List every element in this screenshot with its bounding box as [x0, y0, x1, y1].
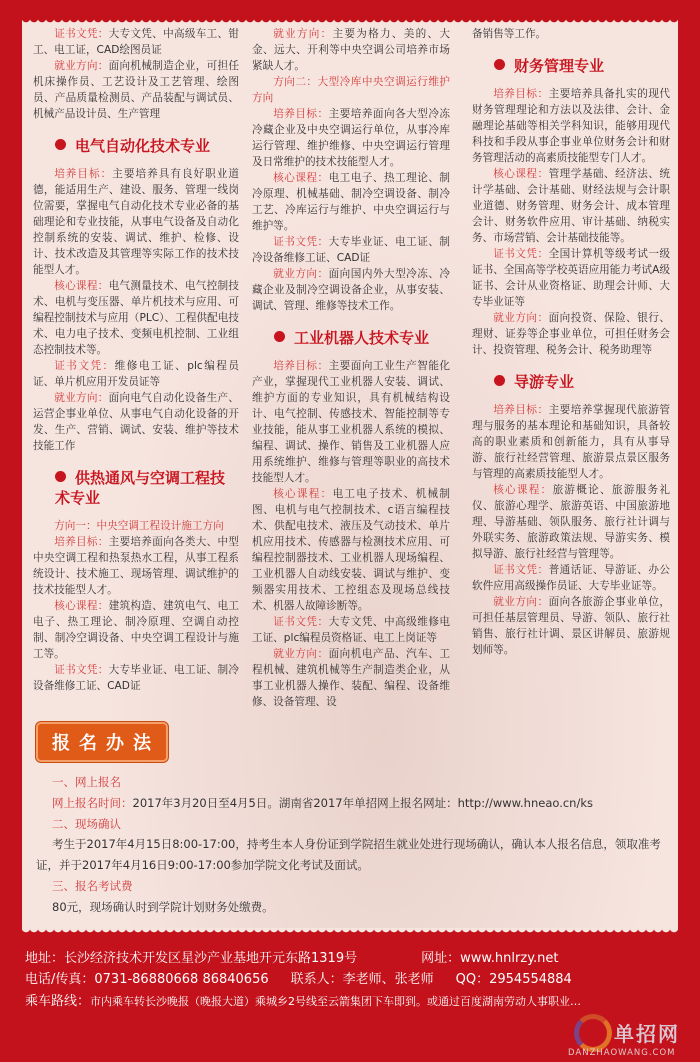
- content-area: [22, 0, 678, 936]
- column-middle: [252, 26, 450, 710]
- paragraph-label: 核心课程：: [54, 280, 109, 292]
- paragraph: [33, 390, 239, 454]
- paragraph: [33, 358, 239, 390]
- paragraph-label: 核心课程：: [273, 172, 329, 184]
- paragraph: [33, 598, 239, 662]
- paragraph: [252, 646, 450, 710]
- step3-text: 80元，现场确认时到学院计划财务处缴费。: [52, 899, 274, 914]
- bullet-dot-icon: [274, 331, 285, 342]
- paragraph-text: 大专文凭、中高级维修电工证、plc编程员资格证、电工上岗证等: [252, 616, 450, 644]
- paragraph-text: 旅游概论、旅游服务礼仪、旅游心理学、旅游英语、中国旅游地理、导游基础、领队服务、旅行社计调与外联实务、旅游政策法规、导游实务、模拟导游、旅行社经营与管理等。: [472, 484, 671, 560]
- contact-person: 联系人：李老师、张老师: [290, 972, 434, 988]
- paragraph-text: 面向各旅游企事业单位，可担任基层管理员、导游、领队、旅行社销售、旅行社计调、景区讲解员、旅游规划师等。: [472, 596, 670, 656]
- paragraph-text: 大专毕业证、电工证、制冷设备维修工证、CAD证: [252, 236, 450, 264]
- paragraph: [252, 106, 450, 170]
- paragraph-label: 就业方向：: [273, 268, 329, 280]
- paragraph-label: 核心课程：: [493, 168, 549, 180]
- paragraph-label: 培养目标：: [273, 108, 329, 120]
- registration-title-badge: 报名办法: [36, 722, 168, 762]
- paragraph-text: 普通话证、导游证、办公软件应用高级操作员证、大专毕业证等。: [472, 564, 670, 592]
- paragraph-text: 管理学基础、经济法、统计学基础、会计基础、财经法规与会计职业道德、财务管理、财务会计、成本管理会计、财务软件应用、审计基础、纳税实务、市场营销、会计基础技能等。: [472, 168, 670, 244]
- qq: QQ：2954554884: [455, 972, 572, 988]
- major-heading-text: 供热通风与空调工程技术专业: [55, 469, 226, 507]
- major-heading-text: 电气自动化技术专业: [75, 137, 211, 155]
- columns-row: [22, 26, 678, 710]
- paragraph-label: 就业方向：: [493, 596, 549, 608]
- paragraph: [33, 662, 239, 694]
- step1-text: 2017年3月20日至4月5日。湖南省2017年单招网上报名网址：http://www.hneao.cn/ks: [132, 795, 593, 810]
- paragraph: [252, 614, 450, 646]
- paragraph-text: 主要面向工业生产智能化产业，掌握现代工业机器人安装、调试、维护方面的专业知识，具有机械结构设计、电气控制、传感技术、智能控制等专业技能，能从事工业机器人系统的模拟、编程、调试、操作、销售及工业机器人应用系统维护、维修与管理等职业的高技术技能型人才。: [252, 360, 450, 484]
- paragraph-label: 证书文凭：: [273, 236, 329, 248]
- paragraph: [252, 266, 450, 314]
- major-heading: [494, 56, 670, 76]
- paragraph-label: 证书文凭：: [54, 28, 109, 40]
- paragraph-label: 就业方向：: [273, 28, 333, 40]
- paragraph-text: 主要培养面向各类大、中型中央空调工程和热泵热水工程，从事工程系统设计、技术施工、现场管理、调试维护的技术技能型人才。: [33, 536, 240, 596]
- paragraph: [33, 58, 239, 122]
- step1-label: 网上报名时间：: [52, 795, 133, 810]
- bullet-dot-icon: [494, 375, 505, 386]
- paragraph: [33, 518, 239, 534]
- paragraph-text: 主要为格力、美的、大金、远大、开利等中央空调公司培养市场紧缺人才。: [252, 28, 451, 72]
- paragraph-label: 就业方向：: [54, 392, 109, 404]
- paragraph: [472, 562, 670, 594]
- paragraph-text: 面向电气自动化设备生产、运营企事业单位、从事电气自动化设备的开发、生产、营销、调试、安装、维护等技术技能工作: [33, 392, 240, 452]
- paragraph-label: 证书文凭：: [493, 248, 549, 260]
- major-heading: [55, 136, 239, 156]
- registration-section: [36, 722, 666, 918]
- major-heading-text: 财务管理专业: [514, 57, 605, 75]
- paragraph: [472, 594, 670, 658]
- paragraph: [252, 170, 450, 234]
- paragraph-label: 方向一：中央空调工程设计施工方向: [54, 520, 224, 532]
- paragraph-text: 面向国内外大型冷冻、冷藏企业及制冷空调设备企业，从事安装、调试、管理、维修等技术工作。: [252, 268, 450, 312]
- bullet-dot-icon: [55, 139, 66, 150]
- route-label: 乘车路线：: [25, 993, 91, 1009]
- paragraph: [472, 482, 670, 562]
- column-left: [33, 26, 239, 694]
- paragraph-label: 证书文凭：: [493, 564, 549, 576]
- paragraph-label: 证书文凭：: [54, 360, 115, 372]
- paragraph: [33, 278, 239, 358]
- bullet-dot-icon: [494, 59, 505, 70]
- scalloped-border-bottom: [22, 928, 678, 936]
- paragraph: [252, 26, 450, 74]
- bullet-dot-icon: [55, 471, 66, 482]
- paragraph: [472, 310, 670, 358]
- paragraph-text: 主要培养具有良好职业道德，能适用生产、建设、服务、管理一线岗位需要，掌握电气自动化技术专业必备的基础理论和专业技能，从事电气设备及自动化控制系统的安装、调试、维护、检修、设计、技术改造及其管理等实际工作的技术技能型人才。: [33, 168, 240, 276]
- paragraph-text: 电工电子技术、机械制图、电机与电气控制技术、c语言编程技术、供配电技术、液压及气动技术、单片机应用技术、传感器与检测技术应用、可编程控制器技术、工业机器人现场编程、工业机器人自动线安装、调试与维护、变频器实用技术、工控组态及现场总线技术、机器人故障诊断等。: [252, 488, 451, 612]
- paragraph: [472, 26, 670, 42]
- step1-title: 一、网上报名: [52, 775, 121, 789]
- scalloped-border-top: [22, 18, 678, 26]
- paragraph-text: 电气测量技术、电气控制技术、电机与变压器、单片机技术与应用、可编程控制技术与应用（PLC）、工程供配电技术、电力电子技术、变频电机控制、工业组态控制技术等。: [33, 280, 240, 356]
- paragraph-label: 证书文凭：: [273, 616, 329, 628]
- paragraph-text: 大专毕业证、电工证、制冷设备维修工证、CAD证: [33, 664, 240, 692]
- paragraph-label: 就业方向：: [273, 648, 329, 660]
- paragraph-text: 备销售等工作。: [472, 28, 547, 40]
- paragraph-text: 面向机械制造企业，可担任机床操作员、工艺设计及工艺管理、绘图员、产品质量检测员、产品装配与调试员、机械产品设计员、生产管理: [33, 60, 240, 120]
- major-heading-text: 工业机器人技术专业: [294, 329, 430, 347]
- paragraph-label: 就业方向：: [493, 312, 549, 324]
- watermark-text: 单招网: [614, 1022, 680, 1047]
- paragraph-text: 维修电工证、plc编程员证、单片机应用开发员证等: [33, 360, 239, 388]
- watermark-logo: [560, 1012, 700, 1062]
- paragraph: [33, 534, 239, 598]
- paragraph-text: 大专文凭、中高级车工、钳工、电工证，CAD绘图员证: [33, 28, 240, 56]
- step3-title: 三、报名考试费: [52, 878, 133, 893]
- major-heading: [494, 372, 670, 392]
- paragraph-text: 面向投资、保险、银行、理财、证券等企事业单位，可担任财务会计、投资管理、税务会计、税务助理等: [472, 312, 670, 356]
- content-panel: [22, 26, 678, 928]
- paragraph-label: 培养目标：: [54, 168, 113, 180]
- paragraph-label: 培养目标：: [493, 404, 549, 416]
- paragraph: [252, 358, 450, 486]
- address: 地址：长沙经济技术开发区星沙产业基地开元东路1319号: [25, 950, 358, 966]
- paragraph-label: 方向二：大型冷库中央空调运行维护方向: [252, 76, 450, 104]
- website: 网址：www.hnlrzy.net: [421, 950, 559, 966]
- paragraph-text: 主要培养具备扎实的现代财务管理理论和方法以及法律、会计、金融理论基础等相关学科知识，能够用现代科技和手段从事企事业单位财务会计和财务管理活动的高素质技能型专门人才。: [472, 88, 670, 164]
- paragraph: [252, 486, 450, 614]
- paragraph-label: 就业方向：: [54, 60, 109, 72]
- paragraph: [252, 74, 450, 106]
- paragraph: [472, 402, 670, 482]
- watermark-ring-icon: [574, 1014, 612, 1052]
- paragraph-label: 核心课程：: [273, 488, 333, 500]
- paragraph-text: 全国计算机等级考试一级证书、全国高等学校英语应用能力考试A级证书、会计从业资格证、助理会计师、大专毕业证等: [472, 248, 670, 308]
- paragraph: [472, 166, 670, 246]
- step1-detail: [36, 793, 666, 814]
- paragraph: [33, 166, 239, 278]
- paragraph-text: 主要培养面向各大型冷冻冷藏企业及中央空调运行单位，从事冷库运行管理、维护维修、中央空调运行管理及日常维护的技术技能型人才。: [252, 108, 450, 168]
- major-heading: [274, 328, 450, 348]
- paragraph: [472, 246, 670, 310]
- paragraph: [33, 26, 239, 58]
- paragraph-text: 建筑构造、建筑电气、电工电子、热工理论、制冷原理、空调自动控制、制冷空调设备、中央空调工程设计与施工等。: [33, 600, 240, 660]
- paragraph-label: 培养目标：: [273, 360, 329, 372]
- step2-text: 考生于2017年4月15日8:00-17:00，持考生本人身份证到学院招生就业处进行现场确认，确认本人报名信息，领取准考证，并于2017年4月16日9:00-17:00参加学院文化考试及面试。: [36, 837, 661, 873]
- contact-footer: [0, 936, 700, 1013]
- step2-title: 二、现场确认: [52, 816, 121, 831]
- paragraph-text: 面向机电产品、汽车、工程机械、建筑机械等生产制造类企业，从事工业机器人操作、装配、编程、设备维修、设备管理、设: [252, 648, 450, 708]
- paragraph: [472, 86, 670, 166]
- paragraph: [252, 234, 450, 266]
- paragraph-label: 核心课程：: [54, 600, 109, 612]
- column-right: [472, 26, 670, 658]
- paragraph-label: 培养目标：: [54, 536, 109, 548]
- paragraph-label: 核心课程：: [493, 484, 553, 496]
- phone: 电话/传真：0731-86880668 86840656: [25, 972, 269, 988]
- major-heading-text: 导游专业: [514, 373, 575, 391]
- watermark-domain: DANZHAOWANG.COM: [568, 1048, 676, 1059]
- paragraph-label: 培养目标：: [493, 88, 549, 100]
- route-text: 市内乘车转长沙晚报（晚报大道）乘城乡2号线至云箭集团下车即到。或通过百度湖南劳动人事职业…: [90, 994, 582, 1008]
- major-heading: [55, 468, 239, 508]
- paragraph-text: 电工电子、热工理论、制冷原理、机械基础、制冷空调设备、制冷工艺、冷库运行与维护、中央空调运行与维护等。: [252, 172, 450, 232]
- paragraph-label: 证书文凭：: [54, 664, 109, 676]
- paragraph-text: 主要培养掌握现代旅游管理与服务的基本理论和基础知识，具备较高的职业素质和创新能力，具有从事导游、旅行社经营管理、旅游景点景区服务与管理的高素质技能型人才。: [472, 404, 670, 480]
